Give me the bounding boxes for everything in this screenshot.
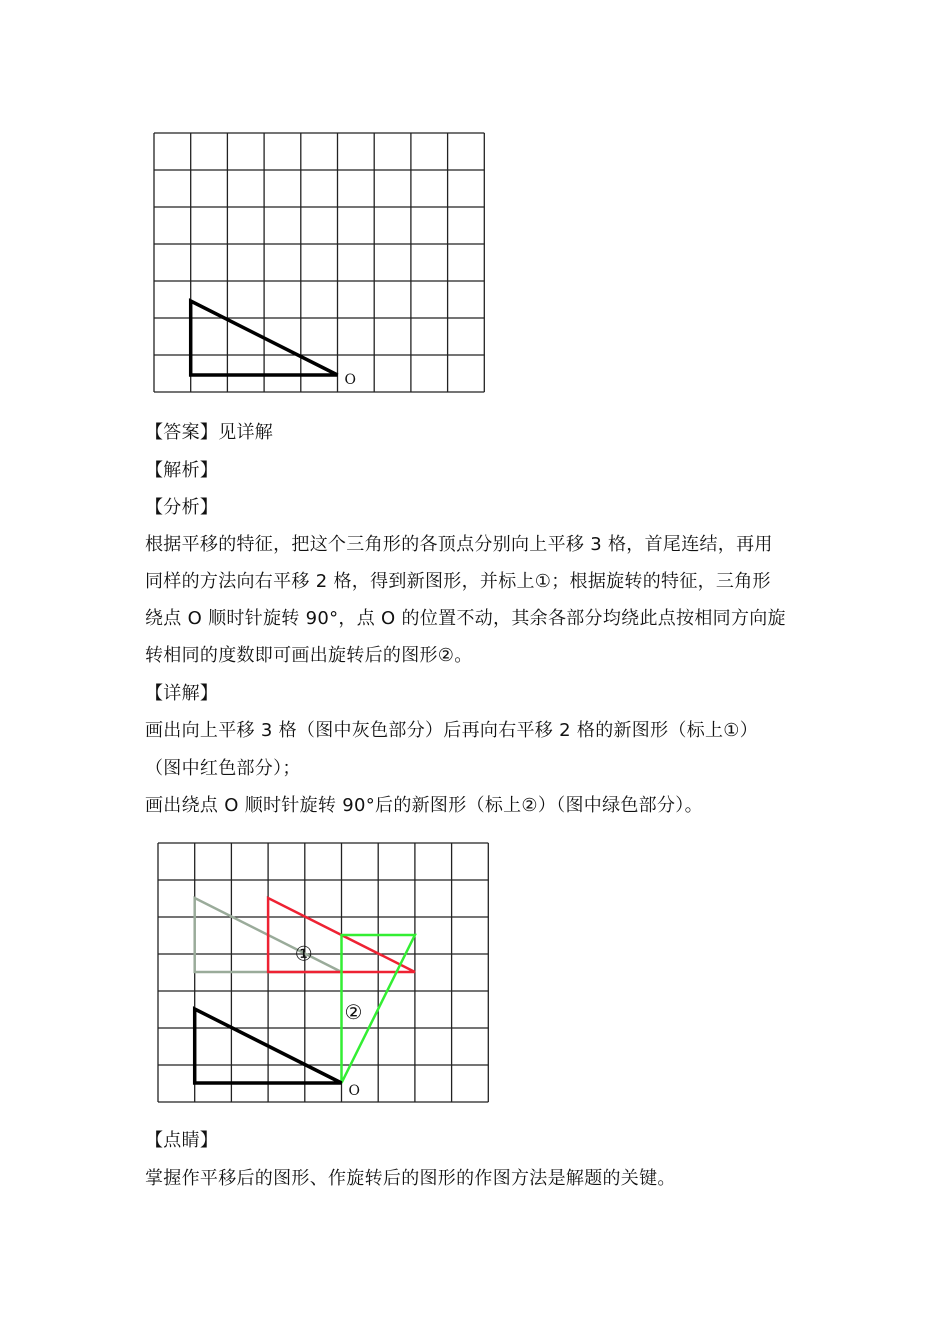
dianjing-text: 掌握作平移后的图形、作旋转后的图形的作图方法是解题的关键。 [145, 1168, 676, 1189]
figure-2-grid [158, 843, 488, 1102]
figure-1-grid [154, 133, 484, 392]
detail-line: 画出绕点 O 顺时针旋转 90°后的新图形（标上②）（图中绿色部分）。 [145, 795, 703, 816]
answer-text: 见详解 [218, 422, 274, 443]
fenxi-line: 转相同的度数即可画出旋转后的图形②。 [145, 645, 473, 666]
label-circle-1: ① [294, 941, 313, 966]
answer-line [145, 421, 273, 445]
dianjing-heading: 【点睛】 [145, 1130, 219, 1151]
answer-heading: 【答案】 [145, 422, 219, 443]
label-circle-2: ② [344, 1000, 363, 1024]
fenxi-heading: 【分析】 [145, 497, 219, 518]
fenxi-line: 根据平移的特征，把这个三角形的各顶点分别向上平移 3 格，首尾连结，再用 [145, 534, 773, 555]
analysis-heading: 【解析】 [145, 460, 219, 481]
point-o-label: O [344, 372, 356, 388]
detail-line: 画出向上平移 3 格（图中灰色部分）后再向右平移 2 格的新图形（标上①） [145, 720, 759, 741]
detail-heading: 【详解】 [145, 683, 219, 704]
detail-line: （图中红色部分）； [145, 758, 301, 779]
point-o-label: O [348, 1083, 360, 1099]
fenxi-line: 同样的方法向右平移 2 格，得到新图形，并标上①；根据旋转的特征，三角形 [145, 571, 771, 592]
fenxi-line: 绕点 O 顺时针旋转 90°，点 O 的位置不动，其余各部分均绕此点按相同方向旋 [145, 608, 786, 629]
